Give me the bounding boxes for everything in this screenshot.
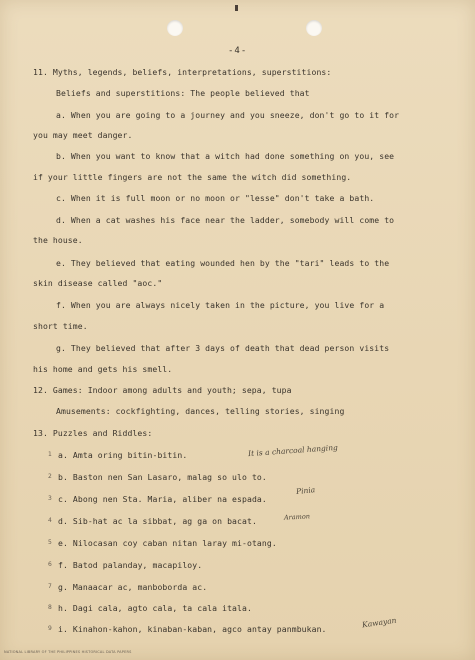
belief-b-line1: b. When you want to know that a witch had done something on you, see <box>56 151 395 161</box>
riddle-e: e. Nilocasan coy caban nitan laray mi-otang. <box>58 538 277 548</box>
margin-mark: 9 <box>48 625 52 632</box>
belief-a-line1: a. When you are going to a journey and you sneeze, don't go to it for <box>56 110 400 120</box>
margin-mark: 7 <box>48 583 52 590</box>
margin-mark: 5 <box>48 539 52 546</box>
belief-f-line1: f. When you are always nicely taken in the picture, you live for a <box>56 300 385 310</box>
section-heading-11: 11. Myths, legends, beliefs, interpretations, superstitions: <box>33 67 332 77</box>
riddle-d: d. Sib-hat ac la sibbat, ag ga on bacat. <box>58 516 257 526</box>
staple-mark <box>235 5 238 11</box>
margin-mark: 2 <box>48 473 52 480</box>
belief-g-line1: g. They believed that after 3 days of death that dead person visits <box>56 343 390 353</box>
footer-archive-label: NATIONAL LIBRARY OF THE PHILIPPINES HISTORICAL DATA PAPERS <box>4 650 132 654</box>
riddle-b: b. Baston nen San Lasaro, malag so ulo to. <box>58 472 267 482</box>
amusements-line: Amusements: cockfighting, dances, telling stories, singing <box>56 406 345 416</box>
beliefs-intro: Beliefs and superstitions: The people believed that <box>56 88 310 98</box>
section-heading-13: 13. Puzzles and Riddles: <box>33 428 153 438</box>
riddle-g: g. Manaacar ac, manboborda ac. <box>58 582 208 592</box>
belief-g-line2: his home and gets his smell. <box>33 364 173 374</box>
belief-c: c. When it is full moon or no moon or "lesse" don't take a bath. <box>56 193 375 203</box>
handwritten-answer-c: Pinia <box>295 485 316 496</box>
punch-hole-left <box>167 20 183 36</box>
belief-a-line2: you may meet danger. <box>33 130 133 140</box>
belief-f-line2: short time. <box>33 321 88 331</box>
riddle-f: f. Batod palanday, macapiloy. <box>58 560 203 570</box>
margin-mark: 3 <box>48 495 52 502</box>
belief-d-line1: d. When a cat washes his face near the ladder, somebody will come to <box>56 215 395 225</box>
riddle-a: a. Amta oring bitin-bitin. <box>58 450 188 460</box>
belief-d-line2: the house. <box>33 235 83 245</box>
handwritten-answer-a: It is a charcoal hanging <box>247 442 339 459</box>
riddle-h: h. Dagi cala, agto cala, ta cala itala. <box>58 603 252 613</box>
margin-mark: 4 <box>48 517 52 524</box>
belief-b-line2: if your little fingers are not the same the witch did something. <box>33 172 352 182</box>
section-heading-12: 12. Games: Indoor among adults and youth; sepa, tupa <box>33 385 292 395</box>
margin-mark: 1 <box>48 451 52 458</box>
handwritten-answer-i: Kawayan <box>361 615 397 630</box>
belief-e-line2: skin disease called "aoc." <box>33 278 163 288</box>
punch-hole-right <box>306 20 322 36</box>
riddle-c: c. Abong nen Sta. Maria, aliber na espada. <box>58 494 267 504</box>
belief-e-line1: e. They believed that eating wounded hen by the "tari" leads to the <box>56 258 390 268</box>
margin-mark: 8 <box>48 604 52 611</box>
margin-mark: 6 <box>48 561 52 568</box>
page-number: -4- <box>228 46 248 56</box>
riddle-i: i. Kinahon-kahon, kinaban-kaban, agco antay panmbukan. <box>58 624 327 634</box>
handwritten-answer-d: Aramon <box>283 512 311 522</box>
